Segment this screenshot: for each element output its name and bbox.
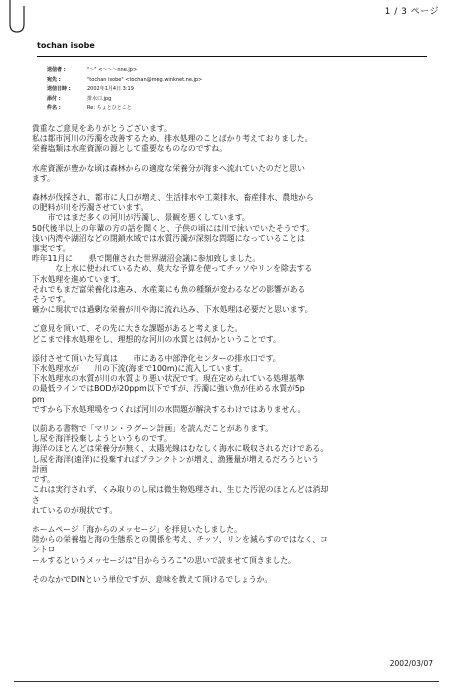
header-divider [37,56,427,57]
header-key: 宛先 : [47,76,61,83]
header-row [47,95,202,105]
header-key: 送信日時 : [47,86,71,92]
body-paragraph [32,354,437,415]
header-value[interactable]: 排水口.jpg [87,95,112,102]
body-line: 下水処理水が 川の下流(海まで100m)に流入しています。 [32,364,248,374]
body-line: です。 [32,475,55,485]
body-line: 50代後半以上の年輩の方の話を聞くと、子供の頃には川で泳いでいたそうです。 [32,223,315,233]
body-line: 森林が伐採され、都市に人口が増え、生活排水や工業排水、畜産排水、農地から [32,193,314,203]
header-value: "～" <～～～nne.jp> [87,67,138,73]
body-line: pm [32,394,45,404]
body-paragraph [32,424,437,516]
body-paragraph [32,525,437,566]
body-line: し尿を海洋(遠洋)に投棄すればプランクトンが増え、漁獲量が増えるだろうという [32,454,320,464]
body-line: 以前ある書物で「マリン・ラグーン計画」を読んだことがあります。 [32,424,273,434]
body-line: 浅い内湾や湖沼などの閉鎖水域では水質汚濁が深刻な問題になっていることは [32,233,305,243]
body-paragraph [32,124,437,155]
body-line: ホームページ「海からのメッセージ」を拝見いたしました。 [32,524,242,534]
body-paragraph [32,575,437,585]
body-line: ご意見を頂いて、その先に大きな課題があると考えました。 [32,324,243,334]
body-line: 陸からの栄養塩と海の生態系との関係を考え、チッソ、リンを減らすのではなく、コ [32,535,328,545]
header-row [47,85,202,95]
header-key: 件名 : [47,105,61,111]
header-row [47,104,202,114]
body-line: 栄養塩類は水産資源の源として重要なものなのですね。 [32,144,227,154]
header-key: 添付 : [47,95,61,102]
footer-divider [14,681,439,682]
body-line: し尿を海洋投棄しようというものです。 [32,434,172,444]
body-line: 海洋のほとんどは栄養分が無く、太陽光線はむなしく海水に吸収されるだけである。 [32,444,329,454]
body-line: ントロ [32,545,56,555]
sender-name: tochan isobe [37,41,95,50]
header-row [47,66,202,76]
body-paragraph [32,193,437,315]
body-line: 昨年11月に 県で開催された世界湖沼会議に参加致しました。 [32,254,261,264]
body-line: 下水処理水の水質が川の水質より悪い状況です。現在定められている処理基準 [32,374,305,384]
body-line: 計画 [32,464,48,474]
body-line: さ [32,495,40,505]
body-line: そうです。 [32,295,71,305]
body-line: 確かに現状では過剰な栄養が川や海に流れ込み、下水処理は必要だと思います。 [32,305,313,315]
body-line: 市ではまだ多くの河川が汚濁し、景観を悪くしています。 [32,213,250,223]
header-row [47,76,202,86]
body-line: ます。 [32,173,55,183]
header-value: "tochan isobe" <tochan@meg.winknet.ne.jp> [87,76,203,83]
body-line: な上水に使われているため、莫大な予算を使ってチッソやリンを除去する [32,264,313,274]
header-value: 2002年1月4日 3:19 [87,86,134,92]
body-line: 添付させて頂いた写真は 市にある中部浄化センターの排水口です。 [32,353,281,363]
body-line: 貴重なご意見をありがとうございます。 [32,124,172,133]
body-line: ですから下水処理場をつくれば河川の水問題が解決するわけではありません。 [32,404,306,414]
footer-date: 2002/03/07 [389,659,433,668]
body-line: 私は都市河川の汚濁を改善するため、排水処理のことばかり考えておりました。 [32,134,313,144]
body-line: の肥料が川を汚濁させています。 [32,203,149,213]
body-line: それでもまだ富栄養化は進み、水産業にも魚の種類が変わるなどの影響がある [32,284,306,294]
body-paragraph [32,324,437,344]
header-key: 送信者 : [47,67,66,73]
body-line: どこまで排水処理をし、理想的な河川の水質とは何かということです。 [32,334,281,344]
body-line: 下水処理を進めています。 [32,274,125,284]
body-paragraph [32,164,437,184]
body-line: ールするというメッセージは"目からうろこ"の思いで読ませて頂きました。 [32,555,296,565]
body-line: 事実です。 [32,244,71,254]
page-number: 1 / 3 ページ [384,7,439,17]
paper-clip-icon [0,0,40,40]
email-header [47,66,202,114]
email-body [32,124,437,594]
header-value: Re: ちょとひとこと [87,105,132,111]
body-line: 水産資源が豊かな頃は森林からの適度な栄養分が海まへ流れていたのだと思い [32,163,305,173]
body-line: れているのが現状です。 [32,505,118,515]
body-line: の最低ラインではBODが20ppm以下ですが、汚濁に強い魚が住める水質が5p [32,384,305,394]
body-line: これは実行されず、くみ取りのし尿は微生物処理され、生じた汚泥のほとんどは消却 [32,485,329,495]
body-line: そのなかでDINという単位ですが、意味を教えて頂けるでしょうか。 [32,574,273,584]
